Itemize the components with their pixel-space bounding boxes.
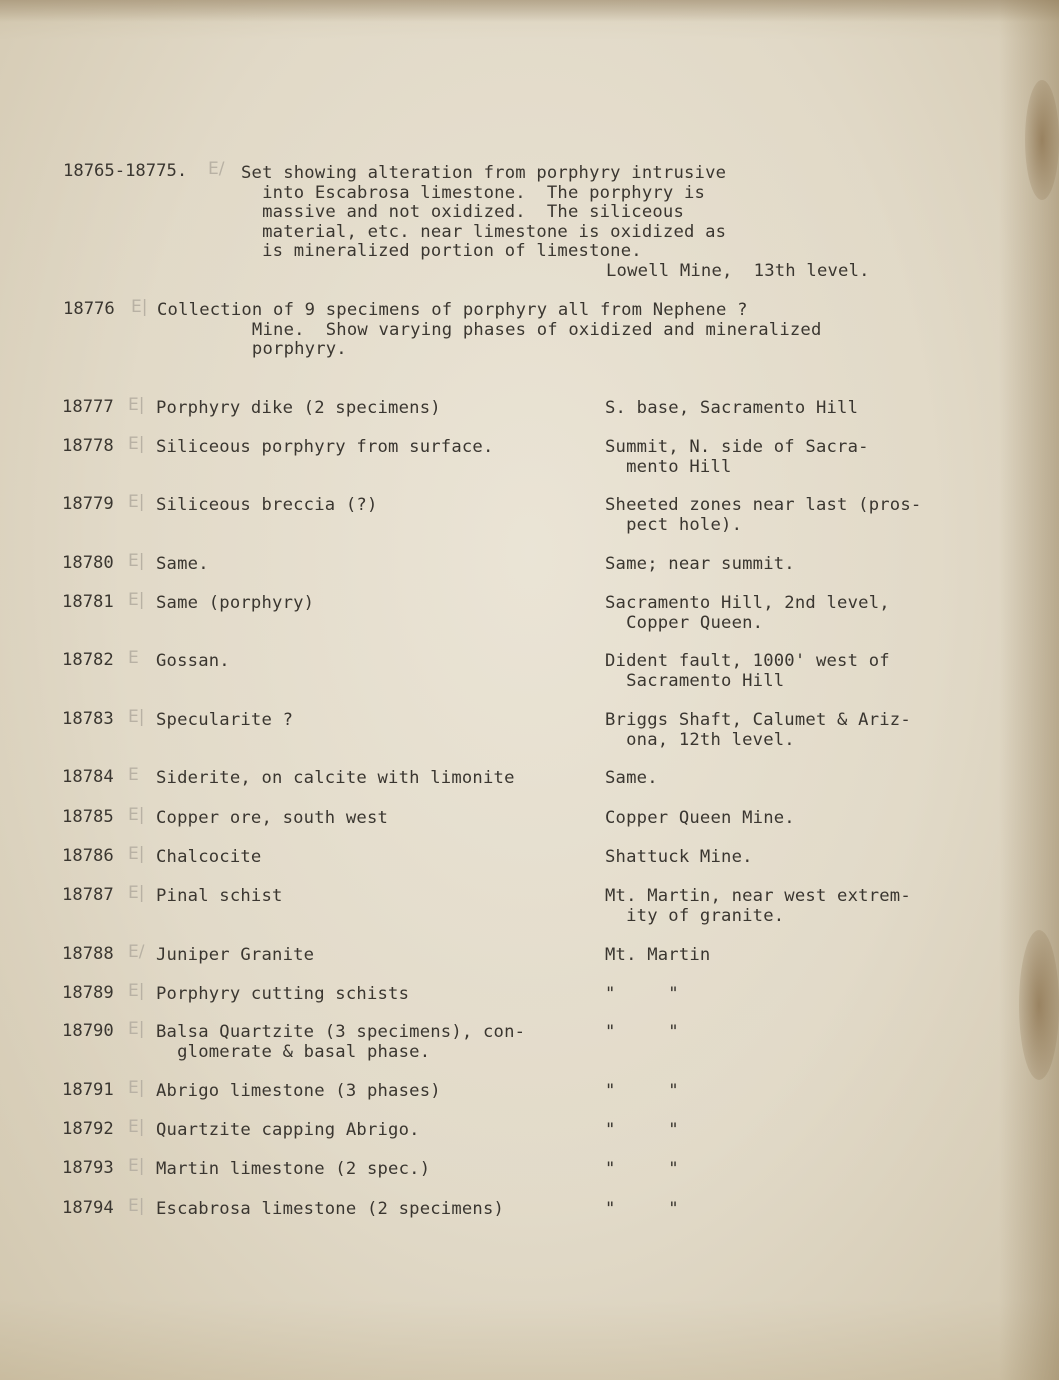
catalog-mark: E| xyxy=(128,981,145,1001)
specimen-description: Porphyry cutting schists xyxy=(156,984,410,1004)
specimen-number: 18791 xyxy=(62,1080,114,1100)
stain-right-middle xyxy=(1019,930,1059,1080)
specimen-number: 18778 xyxy=(62,436,114,456)
specimen-location: " " xyxy=(605,1120,679,1140)
catalog-mark: E| xyxy=(128,1196,145,1216)
entry-text-line: into Escabrosa limestone. The porphyry is xyxy=(241,183,706,203)
specimen-location: Sacramento Hill, 2nd level, xyxy=(605,593,890,613)
specimen-description: Same. xyxy=(156,554,209,574)
page-edge-top xyxy=(0,0,1059,22)
specimen-location: " " xyxy=(605,1199,679,1219)
specimen-number: 18777 xyxy=(62,397,114,417)
specimen-location: Sheeted zones near last (pros- xyxy=(605,495,922,515)
specimen-description: Porphyry dike (2 specimens) xyxy=(156,398,441,418)
catalog-mark: E| xyxy=(128,805,145,825)
specimen-location: ona, 12th level. xyxy=(605,729,795,750)
catalog-mark: E| xyxy=(128,883,145,903)
specimen-description: Siderite, on calcite with limonite xyxy=(156,768,515,788)
entry-text-line: porphyry. xyxy=(157,339,347,359)
specimen-number: 18784 xyxy=(62,767,114,787)
specimen-description: Pinal schist xyxy=(156,886,283,906)
specimen-description: Chalcocite xyxy=(156,847,262,867)
specimen-location: Same. xyxy=(605,768,658,788)
catalog-mark: E| xyxy=(128,707,145,727)
specimen-description: Gossan. xyxy=(156,651,230,671)
specimen-location: S. base, Sacramento Hill xyxy=(605,398,859,418)
specimen-number: 18790 xyxy=(62,1021,114,1041)
entry-number: 18765-18775. xyxy=(63,161,188,181)
entry-text-line: Collection of 9 specimens of porphyry all from Nephene ? xyxy=(157,300,748,320)
entry-text-line: Set showing alteration from porphyry intrusive xyxy=(241,163,727,183)
specimen-description: glomerate & basal phase. xyxy=(156,1041,431,1062)
entry-text-line: Mine. Show varying phases of oxidized and mineralized xyxy=(157,320,822,340)
specimen-number: 18789 xyxy=(62,983,114,1003)
specimen-location: ity of granite. xyxy=(605,905,785,926)
specimen-location: Mt. Martin xyxy=(605,945,711,965)
specimen-number: 18794 xyxy=(62,1198,114,1218)
specimen-description: Siliceous porphyry from surface. xyxy=(156,437,494,457)
catalog-mark: E| xyxy=(128,1117,145,1137)
specimen-description: Martin limestone (2 spec.) xyxy=(156,1159,431,1179)
specimen-number: 18782 xyxy=(62,650,114,670)
specimen-description: Juniper Granite xyxy=(156,945,315,965)
stain-right-upper xyxy=(1025,80,1059,200)
specimen-number: 18787 xyxy=(62,885,114,905)
specimen-description: Quartzite capping Abrigo. xyxy=(156,1120,420,1140)
catalog-mark: E| xyxy=(128,1019,145,1039)
catalog-mark: E| xyxy=(128,1156,145,1176)
specimen-location: " " xyxy=(605,1081,679,1101)
specimen-location: Summit, N. side of Sacra- xyxy=(605,437,869,457)
specimen-location: Copper Queen. xyxy=(605,612,764,633)
specimen-number: 18786 xyxy=(62,846,114,866)
specimen-number: 18785 xyxy=(62,807,114,827)
entry-location: Lowell Mine, 13th level. xyxy=(606,261,870,281)
specimen-location: Dident fault, 1000' west of xyxy=(605,651,890,671)
specimen-location: Mt. Martin, near west extrem- xyxy=(605,886,911,906)
specimen-location: Sacramento Hill xyxy=(605,670,785,691)
catalog-mark: E| xyxy=(128,492,145,512)
entry-number: 18776 xyxy=(63,299,115,319)
specimen-description: Copper ore, south west xyxy=(156,808,389,828)
specimen-location: Shattuck Mine. xyxy=(605,847,753,867)
catalog-mark: E xyxy=(128,648,139,668)
specimen-location: Copper Queen Mine. xyxy=(605,808,795,828)
specimen-location: " " xyxy=(605,1159,679,1179)
entry-text-line: massive and not oxidized. The siliceous xyxy=(241,202,685,222)
specimen-description: Same (porphyry) xyxy=(156,593,315,613)
specimen-location: pect hole). xyxy=(605,514,743,535)
entry-text-line: is mineralized portion of limestone. xyxy=(241,241,642,261)
specimen-number: 18783 xyxy=(62,709,114,729)
specimen-number: 18793 xyxy=(62,1158,114,1178)
entry-text-line: material, etc. near limestone is oxidized as xyxy=(241,222,727,242)
specimen-number: 18792 xyxy=(62,1119,114,1139)
specimen-number: 18780 xyxy=(62,553,114,573)
page-edge-right xyxy=(999,0,1059,1380)
catalog-mark: E| xyxy=(128,844,145,864)
catalog-mark: E/ xyxy=(128,942,145,962)
specimen-location: Briggs Shaft, Calumet & Ariz- xyxy=(605,710,911,730)
catalog-mark: E| xyxy=(128,395,145,415)
catalog-mark: E xyxy=(128,765,139,785)
specimen-description: Siliceous breccia (?) xyxy=(156,495,378,515)
specimen-description: Balsa Quartzite (3 specimens), con- xyxy=(156,1022,526,1042)
catalog-mark: E| xyxy=(128,590,145,610)
catalog-mark: E| xyxy=(128,434,145,454)
specimen-location: Same; near summit. xyxy=(605,554,795,574)
specimen-number: 18788 xyxy=(62,944,114,964)
specimen-number: 18779 xyxy=(62,494,114,514)
catalog-mark: E| xyxy=(128,1078,145,1098)
specimen-description: Specularite ? xyxy=(156,710,294,730)
catalog-mark: E/ xyxy=(208,159,225,179)
specimen-number: 18781 xyxy=(62,592,114,612)
specimen-description: Abrigo limestone (3 phases) xyxy=(156,1081,441,1101)
specimen-location: " " xyxy=(605,1022,679,1042)
specimen-location: " " xyxy=(605,984,679,1004)
catalog-mark: E| xyxy=(131,297,148,317)
specimen-description: Escabrosa limestone (2 specimens) xyxy=(156,1199,505,1219)
catalog-mark: E| xyxy=(128,551,145,571)
specimen-location: mento Hill xyxy=(605,456,732,477)
